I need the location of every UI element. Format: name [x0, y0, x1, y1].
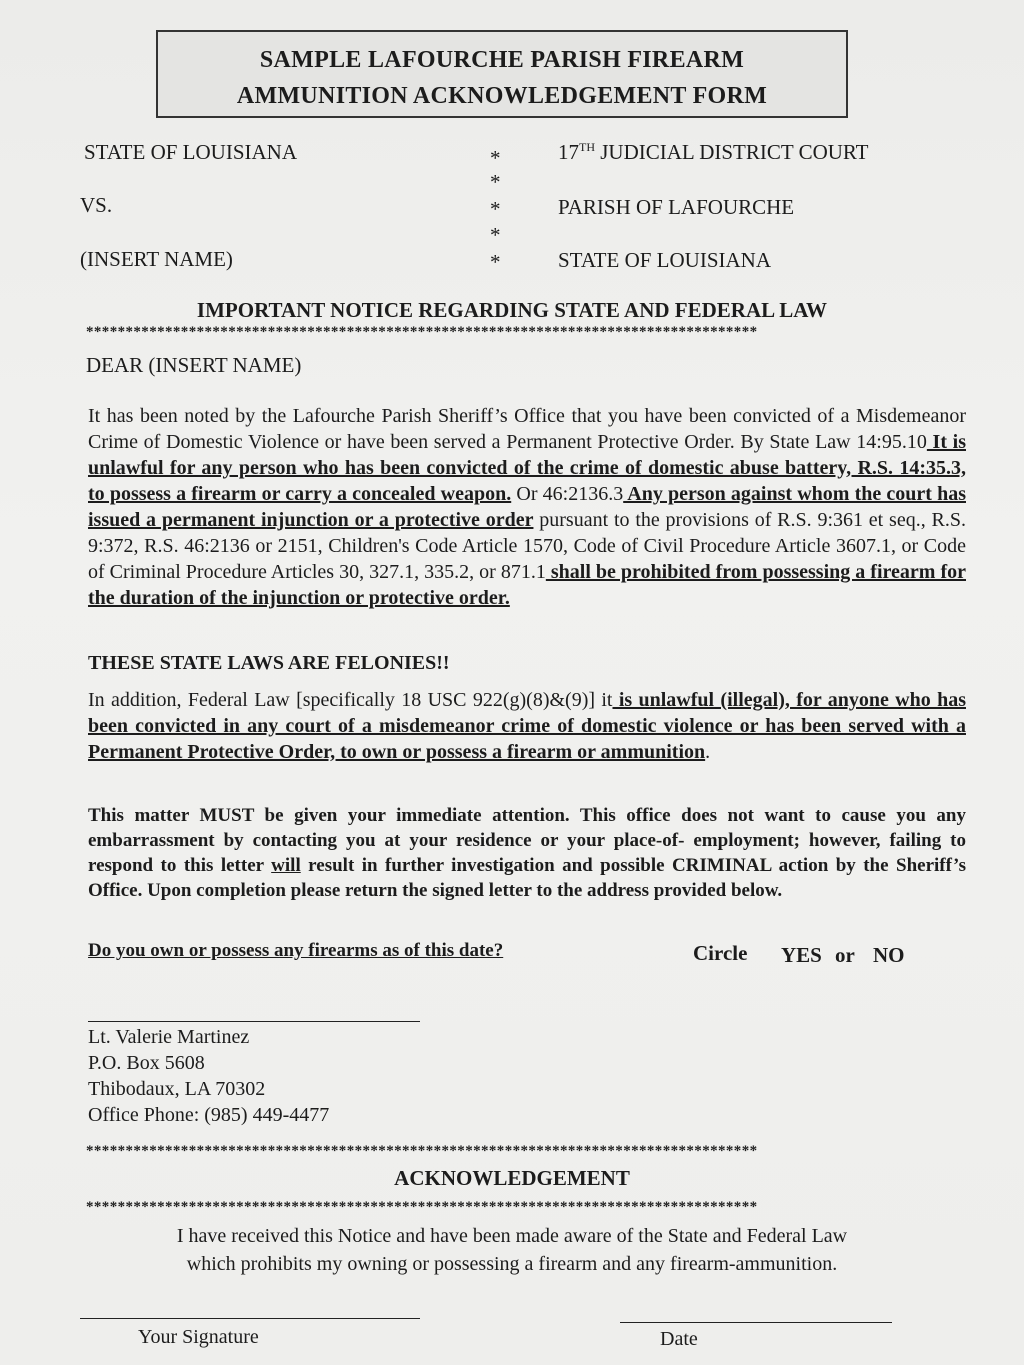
form-title-line2: AMMUNITION ACKNOWLEDGEMENT FORM	[236, 83, 768, 109]
attention-paragraph: This matter MUST be given your immediate attention. This office does not want to cause you any embarrassment by contacting you at your residence or your place-of- employment; however, failing to respond to this letter will result in further investigation and possible CRIMINAL action by the Sheriff’s Office. Upon completion please return the signed letter to the address provided below.	[88, 805, 966, 901]
caption-state: STATE OF LOUISIANA	[84, 140, 297, 164]
no-option[interactable]: NO	[873, 943, 905, 967]
acknowledgement-title: ACKNOWLEDGEMENT	[394, 1166, 630, 1190]
officer-name: Lt. Valerie Martinez	[88, 1026, 250, 1048]
felonies-heading: THESE STATE LAWS ARE FELONIES!!	[88, 652, 450, 674]
caption-parish: PARISH OF LAFOURCHE	[558, 195, 795, 219]
salutation: DEAR (INSERT NAME)	[86, 353, 302, 377]
acknowledgement-line2: which prohibits my owning or possessing a firearm and any firearm-ammunition.	[186, 1253, 838, 1275]
caption-defendant: (INSERT NAME)	[80, 247, 233, 271]
firearm-question: Do you own or possess any firearms as of this date?	[88, 940, 504, 961]
officer-signature-line	[88, 1021, 420, 1022]
state-law-paragraph: It has been noted by the Lafourche Parish Sheriff’s Office that you have been convicted of a Misdemeanor Crime of Domestic Violence or have been served a Permanent Protective Order. By State Law 14:95.10 It is unlawful for any person who has been convicted of the crime of domestic abuse battery, R.S. 14:35.3, to possess a firearm or carry a concealed weapon. Or 46:2136.3 Any person against whom the court has issued a permanent injunction or a protective order pursuant to the provisions of R.S. 9:361 et seq., R.S. 9:372, R.S. 46:2136 or 2151, Children's Code Article 1570, Code of Civil Procedure Article 3607.1, or Code of Criminal Procedure Articles 30, 327.1, 335.2, or 871.1 shall be prohibited from possessing a firearm for the duration of the injunction or protective order.	[88, 405, 966, 609]
signature-line[interactable]	[80, 1318, 420, 1319]
caption-star: *	[490, 250, 501, 274]
star-divider: *************************************************************************************	[86, 1143, 758, 1159]
acknowledgement-line1: I have received this Notice and have been made aware of the State and Federal Law	[176, 1225, 848, 1247]
caption-vs: VS.	[80, 193, 113, 217]
star-divider: *************************************************************************************	[86, 1199, 758, 1215]
notice-title: IMPORTANT NOTICE REGARDING STATE AND FEDERAL LAW	[196, 298, 828, 322]
circle-instruction: Circle	[693, 941, 748, 965]
caption-star: *	[490, 146, 501, 170]
caption-star: *	[490, 223, 501, 247]
yes-option[interactable]: YES	[781, 943, 822, 967]
acknowledgement-text	[0, 1222, 1024, 1278]
caption-star: *	[490, 197, 501, 221]
form-title-box	[156, 30, 848, 118]
po-box: P.O. Box 5608	[88, 1052, 205, 1074]
form-title-line1: SAMPLE LAFOURCHE PARISH FIREARM	[259, 47, 745, 73]
date-label: Date	[660, 1328, 698, 1350]
or-text: or	[835, 943, 855, 967]
federal-law-paragraph: In addition, Federal Law [specifically 18 USC 922(g)(8)&(9)] it is unlawful (illegal), for anyone who has been convicted in any court of a misdemeanor crime of domestic violence or has been served with a Permanent Protective Order, to own or possess a firearm or ammunition.	[88, 689, 966, 763]
signature-label: Your Signature	[138, 1326, 259, 1348]
caption-state-right: STATE OF LOUISIANA	[558, 248, 771, 272]
date-line[interactable]	[620, 1322, 892, 1323]
caption-court: 17TH JUDICIAL DISTRICT COURT	[558, 140, 869, 164]
office-phone: Office Phone: (985) 449-4477	[88, 1104, 330, 1126]
star-divider: *************************************************************************************	[86, 324, 758, 340]
city-zip: Thibodaux, LA 70302	[88, 1078, 266, 1100]
return-address	[88, 1024, 329, 1128]
caption-star: *	[490, 170, 501, 194]
